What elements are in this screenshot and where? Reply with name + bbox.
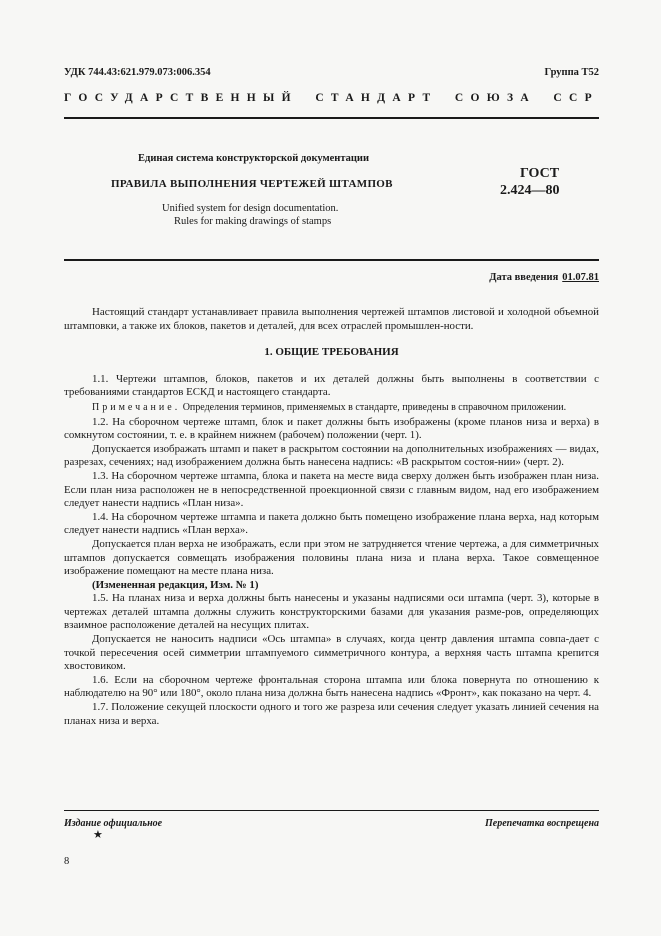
banner-word-standard: СТАНДАРТ [315, 92, 438, 104]
english-title-line-2: Rules for making drawings of stamps [174, 216, 332, 227]
document-body [64, 306, 599, 728]
banner-word-ussr: ССР [553, 92, 599, 104]
paragraph-1-3: 1.3. На сборочном чертеже штампа, блока и пакета на месте вида сверху должен быть изображен план низа. Если план низа расположен не в непосредственной проекционной связи с главным видом, над его изображением следует нанести надпись «План низа». [64, 469, 599, 510]
banner-word-state: ГОСУДАРСТВЕННЫЙ [64, 92, 298, 104]
footer-rule [64, 810, 599, 811]
paragraph-1-4b: Допускается план верха не изображать, если при этом не затрудняется чтение чертежа, а для симметричных штампов допускается совмещать изображения половины плана низа и плана верха. Такое совмещенное изображение помещают на месте плана низа. [64, 537, 599, 578]
introduction-date [489, 272, 599, 283]
group-code: Группа Т52 [544, 67, 599, 78]
paragraph-1-5b: Допускается не наносить надписи «Ось штампа» в случаях, когда центр давления штампа совпа-дает с точкой пересечения осей симметрии штампуемого симметричного контура, а верхняя часть штампа крепится хвостовиком. [64, 633, 599, 673]
paragraph-1-2: 1.2. На сборочном чертеже штамп, блок и пакет должны быть изображены (кроме планов низа и верха) в сомкнутом состоянии, т. е. в крайнем нижнем (рабочем) положении (черт. 1). [64, 415, 599, 442]
udk-code: УДК 744.43:621.979.073:006.354 [64, 67, 211, 78]
gost-number: 2.424—80 [500, 183, 560, 198]
date-value: 01.07.81 [562, 272, 599, 283]
paragraph-1-4: 1.4. На сборочном чертеже штампа и пакета должно быть помещено изображение плана верха, над которым следует нанести надпись «План верха». [64, 510, 599, 537]
paragraph-1-2b: Допускается изображать штамп и пакет в раскрытом состоянии на дополнительных изображениях — видах, разрезах, сечениях; над изображением должна быть нанесена надпись: «В раскрытом состоя-нии» (черт. 2). [64, 442, 599, 469]
gost-label: ГОСТ [520, 166, 560, 181]
note-label: Примечание. [92, 401, 181, 413]
paragraph-1-5: 1.5. На планах низа и верха должны быть нанесены и указаны надписями оси штампа (черт. 3), которые в чертежах деталей штампа должны служить конструкторскими базами для указания разме-ров, определяющих взаимное расположение деталей на несущих плитах. [64, 592, 599, 632]
paragraph-1-6: 1.6. Если на сборочном чертеже фронтальная сторона штампа или блока повернута по отношению к наблюдателю на 90° или 180°, около плана низа должна быть нанесена надпись «Фронт», как показано на черт. 4. [64, 673, 599, 700]
english-title-line-1: Unified system for design documentation. [162, 203, 339, 214]
intro-paragraph: Настоящий стандарт устанавливает правила выполнения чертежей штампов листовой и холодной объемной штамповки, а также их блоков, пакетов и деталей, для всех отраслей промышлен-ности. [64, 306, 599, 332]
system-name: Единая система конструкторской документации [138, 153, 369, 164]
revision-note: (Измененная редакция, Изм. № 1) [92, 578, 259, 591]
title-rule [64, 259, 599, 261]
page-number: 8 [64, 856, 70, 867]
section-title: 1. ОБЩИЕ ТРЕБОВАНИЯ [264, 346, 399, 359]
note-text: Определения терминов, применяемых в стандарте, приведены в справочном приложении. [182, 401, 567, 413]
banner-word-union: СОЮЗА [454, 92, 536, 104]
official-edition: Издание официальное [64, 818, 163, 829]
standard-banner [64, 92, 599, 104]
paragraph-1-7: 1.7. Положение секущей плоскости одного и того же разреза или сечения следует указать линией сечения на планах низа и верха. [64, 701, 599, 727]
note [64, 401, 599, 415]
star-icon: ★ [93, 829, 103, 841]
document-title: ПРАВИЛА ВЫПОЛНЕНИЯ ЧЕРТЕЖЕЙ ШТАМПОВ [111, 178, 393, 190]
header-rule [64, 117, 599, 119]
date-label: Дата введения [489, 272, 559, 283]
reprint-prohibited: Перепечатка воспрещена [485, 818, 599, 829]
paragraph-1-1: 1.1. Чертежи штампов, блоков, пакетов и их деталей должны быть выполнены в соответствии с требованиями стандартов ЕСКД и настоящего стандарта. [64, 372, 599, 399]
